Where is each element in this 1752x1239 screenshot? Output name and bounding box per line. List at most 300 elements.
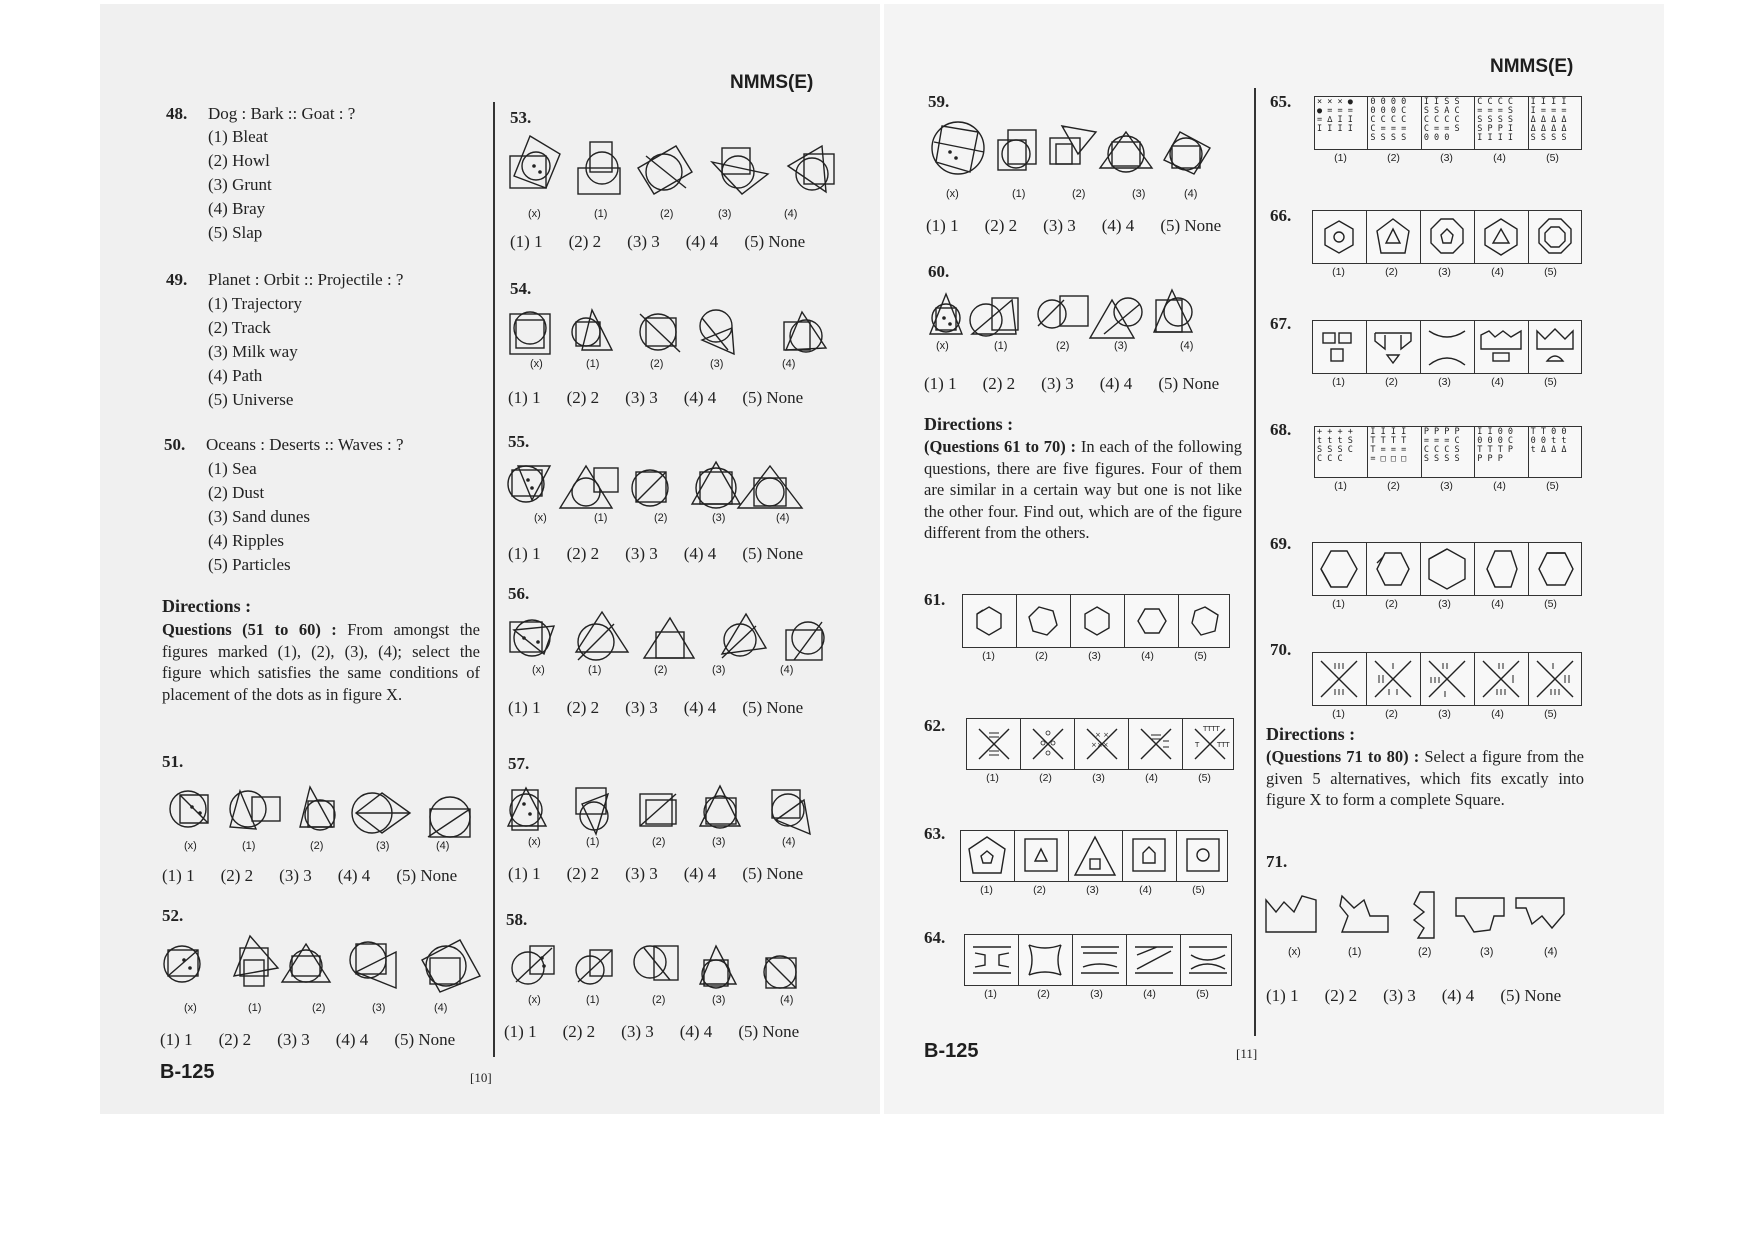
directions-bold: (Questions 61 to 70) : [924, 437, 1077, 456]
caption-4: (4) [1493, 152, 1506, 164]
answer-4[interactable]: (4) 4 [335, 1030, 369, 1049]
footer-code: B-125 [160, 1061, 215, 1083]
answer-3[interactable]: (3) 3 [625, 544, 658, 563]
option-5[interactable]: (5) Particles [208, 555, 291, 574]
footer-code: B-125 [924, 1040, 979, 1062]
question-number: 48. [166, 104, 188, 123]
caption-2: (2) [1387, 152, 1400, 164]
question-64-captions [964, 988, 1230, 1000]
question-52-figures [160, 932, 490, 1002]
label-x: (x) [936, 340, 949, 352]
option-3[interactable]: (3) Grunt [208, 175, 272, 194]
caption-5: (5) [1546, 480, 1559, 492]
question-67-figures [1312, 320, 1582, 374]
label-1: (1) [586, 994, 600, 1006]
option-3[interactable]: (3) Sand dunes [208, 507, 310, 526]
question-60-figures [928, 286, 1248, 344]
caption-3: (3) [1088, 650, 1101, 662]
figure-1[interactable] [1313, 653, 1367, 705]
answer-2[interactable]: (2) 2 [566, 388, 600, 407]
question-61-captions [962, 650, 1228, 662]
label-2: (2) [310, 840, 324, 852]
answer-2[interactable]: (2) 2 [566, 698, 600, 717]
caption-3: (3) [1090, 988, 1103, 1000]
option-2[interactable]: (2) Howl [208, 151, 270, 170]
figure-1[interactable] [961, 831, 1015, 881]
caption-2: (2) [1387, 480, 1400, 492]
label-2: (2) [652, 994, 666, 1006]
option-5[interactable]: (5) Universe [208, 390, 294, 409]
caption-3: (3) [1440, 152, 1453, 164]
answer-2[interactable]: (2) 2 [218, 1030, 252, 1049]
label-x: (x) [528, 836, 541, 848]
question-67-captions [1312, 376, 1580, 388]
question-52-answers [160, 1030, 455, 1050]
question-61-figures [962, 594, 1230, 648]
caption-4: (4) [1145, 772, 1158, 784]
question-60-answers [924, 374, 1219, 394]
answer-5[interactable]: (5) None [1160, 216, 1222, 235]
answer-5[interactable]: (5) None [1158, 374, 1220, 393]
label-3: (3) [718, 208, 732, 220]
page-number: [10] [470, 1070, 492, 1085]
label-x: (x) [184, 1002, 197, 1014]
question-58-answers [504, 1022, 799, 1042]
figure-1[interactable]: + + + + t t t S S S S C C C C [1315, 427, 1368, 477]
caption-4: (4) [1143, 988, 1156, 1000]
answer-1[interactable]: (1) 1 [508, 698, 541, 717]
caption-1: (1) [986, 772, 999, 784]
figure-4[interactable] [1123, 831, 1177, 881]
caption-2: (2) [1385, 376, 1398, 388]
caption-5: (5) [1546, 152, 1559, 164]
question-64-figures [964, 934, 1232, 986]
figure-4[interactable] [1125, 595, 1179, 647]
figure-1[interactable] [963, 595, 1017, 647]
caption-3: (3) [1440, 480, 1453, 492]
figure-2[interactable] [1367, 211, 1421, 263]
right-page [884, 4, 1664, 1114]
label-4: (4) [1180, 340, 1194, 352]
figure-3[interactable] [1071, 595, 1125, 647]
answer-1[interactable]: (1) 1 [926, 216, 959, 235]
caption-5: (5) [1544, 598, 1557, 610]
label-x: (x) [528, 208, 541, 220]
caption-2: (2) [1385, 266, 1398, 278]
caption-5: (5) [1198, 772, 1211, 784]
answer-3[interactable]: (3) 3 [621, 1022, 654, 1041]
caption-5: (5) [1196, 988, 1209, 1000]
answer-4[interactable]: (4) 4 [679, 1022, 713, 1041]
option-3[interactable]: (3) Milk way [208, 342, 298, 361]
answer-4[interactable]: (4) 4 [1441, 986, 1475, 1005]
question-60-number: 60. [928, 262, 950, 281]
label-2: (2) [1418, 946, 1432, 958]
caption-3: (3) [1438, 376, 1451, 388]
question-65-figures [1314, 96, 1582, 150]
answer-4[interactable]: (4) 4 [683, 864, 717, 883]
label-3: (3) [376, 840, 390, 852]
question-71-figures [1264, 888, 1584, 944]
answer-3[interactable]: (3) 3 [1043, 216, 1076, 235]
figure-3[interactable]: P P P P = = = C C C C S S S S S [1422, 427, 1475, 477]
figure-4[interactable]: C C C C = = = S S S S S S P P I I I I I [1475, 97, 1528, 149]
caption-2: (2) [1033, 884, 1046, 896]
label-2: (2) [1056, 340, 1070, 352]
label-3: (3) [712, 664, 726, 676]
option-4[interactable]: (4) Path [208, 366, 263, 385]
caption-5: (5) [1194, 650, 1207, 662]
figure-1[interactable] [1313, 211, 1367, 263]
column-divider [493, 102, 495, 1057]
caption-1: (1) [1334, 480, 1347, 492]
figure-2[interactable] [1015, 831, 1069, 881]
option-4[interactable]: (4) Ripples [208, 531, 285, 550]
figure-5[interactable]: T T 0 0 0 0 t t t Δ Δ Δ [1530, 427, 1567, 455]
label-4: (4) [782, 836, 796, 848]
option-5[interactable]: (5) Slap [208, 223, 263, 242]
option-4[interactable]: (4) Bray [208, 199, 266, 218]
svg-text:TTT: TTT [1217, 741, 1230, 749]
question-55-answers [508, 544, 803, 564]
caption-3: (3) [1438, 266, 1451, 278]
figure-5[interactable] [1181, 935, 1234, 985]
label-x: (x) [946, 188, 959, 200]
page-header: NMMS(E) [730, 72, 814, 93]
label-2: (2) [1072, 188, 1086, 200]
answer-1[interactable]: (1) 1 [508, 388, 541, 407]
label-x: (x) [530, 358, 543, 370]
directions-text [162, 619, 480, 705]
question-stem: Planet : Orbit :: Projectile : ? [208, 270, 404, 289]
column-divider [1254, 88, 1256, 1036]
directions-bold: (Questions 71 to 80) : [1266, 747, 1420, 766]
question-63-figures [960, 830, 1228, 882]
answer-3[interactable]: (3) 3 [627, 232, 660, 251]
answer-3[interactable]: (3) 3 [1383, 986, 1416, 1005]
figure-3[interactable] [1421, 653, 1475, 705]
question-63-captions [960, 884, 1226, 896]
label-4: (4) [780, 994, 794, 1006]
question-65-captions [1314, 152, 1580, 164]
label-1: (1) [1348, 946, 1362, 958]
answer-4[interactable]: (4) 4 [1101, 216, 1135, 235]
figure-5[interactable] [1529, 543, 1582, 595]
caption-2: (2) [1385, 708, 1398, 720]
question-54-number: 54. [510, 279, 532, 298]
question-61-number: 61. [924, 590, 946, 609]
figure-5[interactable] [1179, 595, 1232, 647]
question-67-number: 67. [1270, 314, 1292, 333]
question-62-number: 62. [924, 716, 946, 735]
label-3: (3) [712, 994, 726, 1006]
caption-4: (4) [1139, 884, 1152, 896]
caption-4: (4) [1141, 650, 1154, 662]
question-64-number: 64. [924, 928, 946, 947]
figure-4[interactable] [1475, 543, 1529, 595]
caption-2: (2) [1039, 772, 1052, 784]
question-63-number: 63. [924, 824, 946, 843]
figure-3[interactable] [1421, 321, 1475, 373]
answer-5[interactable]: (5) None [742, 864, 804, 883]
label-1: (1) [586, 358, 600, 370]
question-51-figures [160, 779, 480, 849]
question-number: 50. [164, 435, 186, 454]
answer-3[interactable]: (3) 3 [277, 1030, 310, 1049]
question-62-figures [966, 718, 1234, 770]
figure-1[interactable] [967, 719, 1021, 769]
directions-text [1266, 746, 1584, 811]
label-3: (3) [372, 1002, 386, 1014]
question-51-number: 51. [162, 752, 184, 771]
answer-5[interactable]: (5) None [394, 1030, 456, 1049]
question-70-captions [1312, 708, 1580, 720]
label-4: (4) [776, 512, 790, 524]
figure-2[interactable]: I I I I T T T T T = = = = □ □ □ [1368, 427, 1421, 477]
figure-4[interactable] [1475, 321, 1529, 373]
question-51-answers [162, 866, 457, 886]
caption-5: (5) [1544, 376, 1557, 388]
label-1: (1) [248, 1002, 262, 1014]
question-68-figures [1314, 426, 1582, 478]
answer-1[interactable]: (1) 1 [508, 544, 541, 563]
label-2: (2) [650, 358, 664, 370]
answer-4[interactable]: (4) 4 [1099, 374, 1133, 393]
question-number: 49. [166, 270, 188, 289]
svg-text:× ×: × × [1095, 731, 1109, 739]
directions-body: Select a figure from the given 5 alternatives, which fits excatly into figure X to form a complete Square. [1266, 747, 1584, 809]
label-4: (4) [434, 1002, 448, 1014]
caption-3: (3) [1438, 708, 1451, 720]
figure-3[interactable] [1069, 831, 1123, 881]
option-1[interactable]: (1) Bleat [208, 127, 268, 146]
directions-bold: Questions (51 to 60) : [162, 620, 337, 639]
label-4: (4) [1184, 188, 1198, 200]
question-57-answers [508, 864, 803, 884]
answer-4[interactable]: (4) 4 [683, 388, 717, 407]
figure-5[interactable] [1177, 831, 1230, 881]
answer-3[interactable]: (3) 3 [625, 864, 658, 883]
answer-1[interactable]: (1) 1 [160, 1030, 193, 1049]
figure-2[interactable] [1367, 321, 1421, 373]
answer-5[interactable]: (5) None [742, 388, 804, 407]
figure-4[interactable] [1475, 653, 1529, 705]
label-x: (x) [1288, 946, 1301, 958]
label-4: (4) [1544, 946, 1558, 958]
label-1: (1) [594, 208, 608, 220]
answer-3[interactable]: (3) 3 [1041, 374, 1074, 393]
caption-4: (4) [1493, 480, 1506, 492]
figure-5[interactable] [1529, 653, 1582, 705]
answer-2[interactable]: (2) 2 [984, 216, 1018, 235]
directions-title: Directions : [162, 596, 252, 616]
question-66-captions [1312, 266, 1580, 278]
answer-1[interactable]: (1) 1 [162, 866, 195, 885]
label-x: (x) [532, 664, 545, 676]
caption-1: (1) [982, 650, 995, 662]
answer-3[interactable]: (3) 3 [279, 866, 312, 885]
label-2: (2) [654, 512, 668, 524]
answer-1[interactable]: (1) 1 [510, 232, 543, 251]
answer-2[interactable]: (2) 2 [1324, 986, 1358, 1005]
caption-3: (3) [1438, 598, 1451, 610]
answer-2[interactable]: (2) 2 [568, 232, 602, 251]
answer-5[interactable]: (5) None [738, 1022, 800, 1041]
answer-2[interactable]: (2) 2 [220, 866, 254, 885]
answer-5[interactable]: (5) None [742, 698, 804, 717]
question-68-number: 68. [1270, 420, 1292, 439]
answer-1[interactable]: (1) 1 [924, 374, 957, 393]
answer-1[interactable]: (1) 1 [508, 864, 541, 883]
caption-4: (4) [1491, 598, 1504, 610]
figure-3[interactable] [1421, 543, 1475, 595]
question-53-answers [510, 232, 805, 252]
question-70-number: 70. [1270, 640, 1292, 659]
figure-1[interactable] [1313, 321, 1367, 373]
directions-text [924, 436, 1242, 544]
figure-1[interactable] [1313, 543, 1367, 595]
answer-1[interactable]: (1) 1 [504, 1022, 537, 1041]
question-59-figures [928, 112, 1248, 184]
question-68-captions [1314, 480, 1580, 492]
figure-1[interactable] [965, 935, 1019, 985]
caption-4: (4) [1491, 266, 1504, 278]
caption-2: (2) [1035, 650, 1048, 662]
figure-1[interactable]: × × × ● ● = = = = ∆ I I I I I I [1315, 97, 1368, 149]
caption-2: (2) [1037, 988, 1050, 1000]
answer-4[interactable]: (4) 4 [683, 698, 717, 717]
label-3: (3) [1114, 340, 1128, 352]
question-56-answers [508, 698, 803, 718]
answer-3[interactable]: (3) 3 [625, 388, 658, 407]
label-3: (3) [712, 836, 726, 848]
caption-5: (5) [1544, 266, 1557, 278]
label-1: (1) [588, 664, 602, 676]
question-53-figures [506, 132, 836, 204]
label-3: (3) [712, 512, 726, 524]
label-1: (1) [594, 512, 608, 524]
figure-5[interactable] [1529, 211, 1582, 263]
caption-1: (1) [980, 884, 993, 896]
answer-4[interactable]: (4) 4 [337, 866, 371, 885]
figure-4[interactable] [1475, 211, 1529, 263]
question-69-captions [1312, 598, 1580, 610]
figure-4[interactable] [1129, 719, 1183, 769]
figure-3[interactable] [1075, 719, 1129, 769]
label-3: (3) [1480, 946, 1494, 958]
label-4: (4) [782, 358, 796, 370]
figure-2[interactable] [1019, 935, 1073, 985]
directions-body: From amongst the figures marked (1), (2), (3), (4); select the figure which satisfies the same conditions of placement of the dots as in figure X. [162, 620, 481, 704]
figure-3[interactable] [1421, 211, 1475, 263]
question-59-number: 59. [928, 92, 950, 111]
question-52-number: 52. [162, 906, 184, 925]
caption-1: (1) [984, 988, 997, 1000]
directions-title: Directions : [1266, 724, 1356, 744]
question-71-answers [1266, 986, 1561, 1006]
caption-2: (2) [1385, 598, 1398, 610]
figure-2[interactable] [1367, 543, 1421, 595]
answer-1[interactable]: (1) 1 [1266, 986, 1299, 1005]
figure-5[interactable] [1183, 719, 1236, 769]
figure-5[interactable]: I I I I I = = = Δ Δ Δ Δ Δ Δ Δ Δ S S S S [1530, 97, 1567, 143]
answer-5[interactable]: (5) None [742, 544, 804, 563]
directions-title: Directions : [924, 414, 1014, 434]
answer-2[interactable]: (2) 2 [982, 374, 1016, 393]
option-1[interactable]: (1) Trajectory [208, 294, 302, 313]
question-54-figures [506, 304, 836, 362]
figure-3[interactable] [1073, 935, 1127, 985]
label-1: (1) [1012, 188, 1026, 200]
answer-2[interactable]: (2) 2 [562, 1022, 596, 1041]
question-70-figures [1312, 652, 1582, 706]
label-2: (2) [660, 208, 674, 220]
caption-4: (4) [1491, 708, 1504, 720]
answer-2[interactable]: (2) 2 [566, 864, 600, 883]
question-59-answers [926, 216, 1221, 236]
svg-text:TTTT: TTTT [1203, 725, 1220, 733]
caption-4: (4) [1491, 376, 1504, 388]
question-stem: Oceans : Deserts :: Waves : ? [206, 435, 404, 454]
label-x: (x) [528, 994, 541, 1006]
figure-5[interactable] [1529, 321, 1582, 373]
question-57-figures [504, 780, 834, 840]
figure-3[interactable]: I I S S S S A C C C C C C = = S 0 0 0 [1422, 97, 1475, 149]
caption-1: (1) [1332, 266, 1345, 278]
label-3: (3) [1132, 188, 1146, 200]
answer-2[interactable]: (2) 2 [566, 544, 600, 563]
question-71-number: 71. [1266, 852, 1288, 871]
figure-4[interactable] [1127, 935, 1181, 985]
label-4: (4) [784, 208, 798, 220]
answer-5[interactable]: (5) None [1500, 986, 1562, 1005]
left-page [100, 4, 880, 1114]
label-x: (x) [534, 512, 547, 524]
answer-4[interactable]: (4) 4 [683, 544, 717, 563]
question-66-figures [1312, 210, 1582, 264]
figure-2[interactable] [1367, 653, 1421, 705]
figure-4[interactable]: I I 0 0 0 0 0 C T T T P P P P [1475, 427, 1528, 477]
label-2: (2) [652, 836, 666, 848]
label-x: (x) [184, 840, 197, 852]
caption-3: (3) [1092, 772, 1105, 784]
caption-5: (5) [1544, 708, 1557, 720]
option-2[interactable]: (2) Dust [208, 483, 265, 502]
option-1[interactable]: (1) Sea [208, 459, 257, 478]
figure-2[interactable]: 0 0 0 0 0 0 0 C C C C C C = = = S S S S [1368, 97, 1421, 149]
label-1: (1) [994, 340, 1008, 352]
question-69-figures [1312, 542, 1582, 596]
figure-2[interactable] [1017, 595, 1071, 647]
label-3: (3) [710, 358, 724, 370]
caption-1: (1) [1332, 598, 1345, 610]
answer-3[interactable]: (3) 3 [625, 698, 658, 717]
question-54-answers [508, 388, 803, 408]
option-2[interactable]: (2) Track [208, 318, 271, 337]
label-1: (1) [242, 840, 256, 852]
question-62-captions [966, 772, 1232, 784]
svg-text:T: T [1195, 741, 1200, 749]
figure-2[interactable] [1021, 719, 1075, 769]
question-56-number: 56. [508, 584, 530, 603]
label-4: (4) [780, 664, 794, 676]
answer-4[interactable]: (4) 4 [685, 232, 719, 251]
caption-1: (1) [1332, 376, 1345, 388]
question-69-number: 69. [1270, 534, 1292, 553]
label-2: (2) [312, 1002, 326, 1014]
answer-5[interactable]: (5) None [396, 866, 458, 885]
answer-5[interactable]: (5) None [744, 232, 806, 251]
